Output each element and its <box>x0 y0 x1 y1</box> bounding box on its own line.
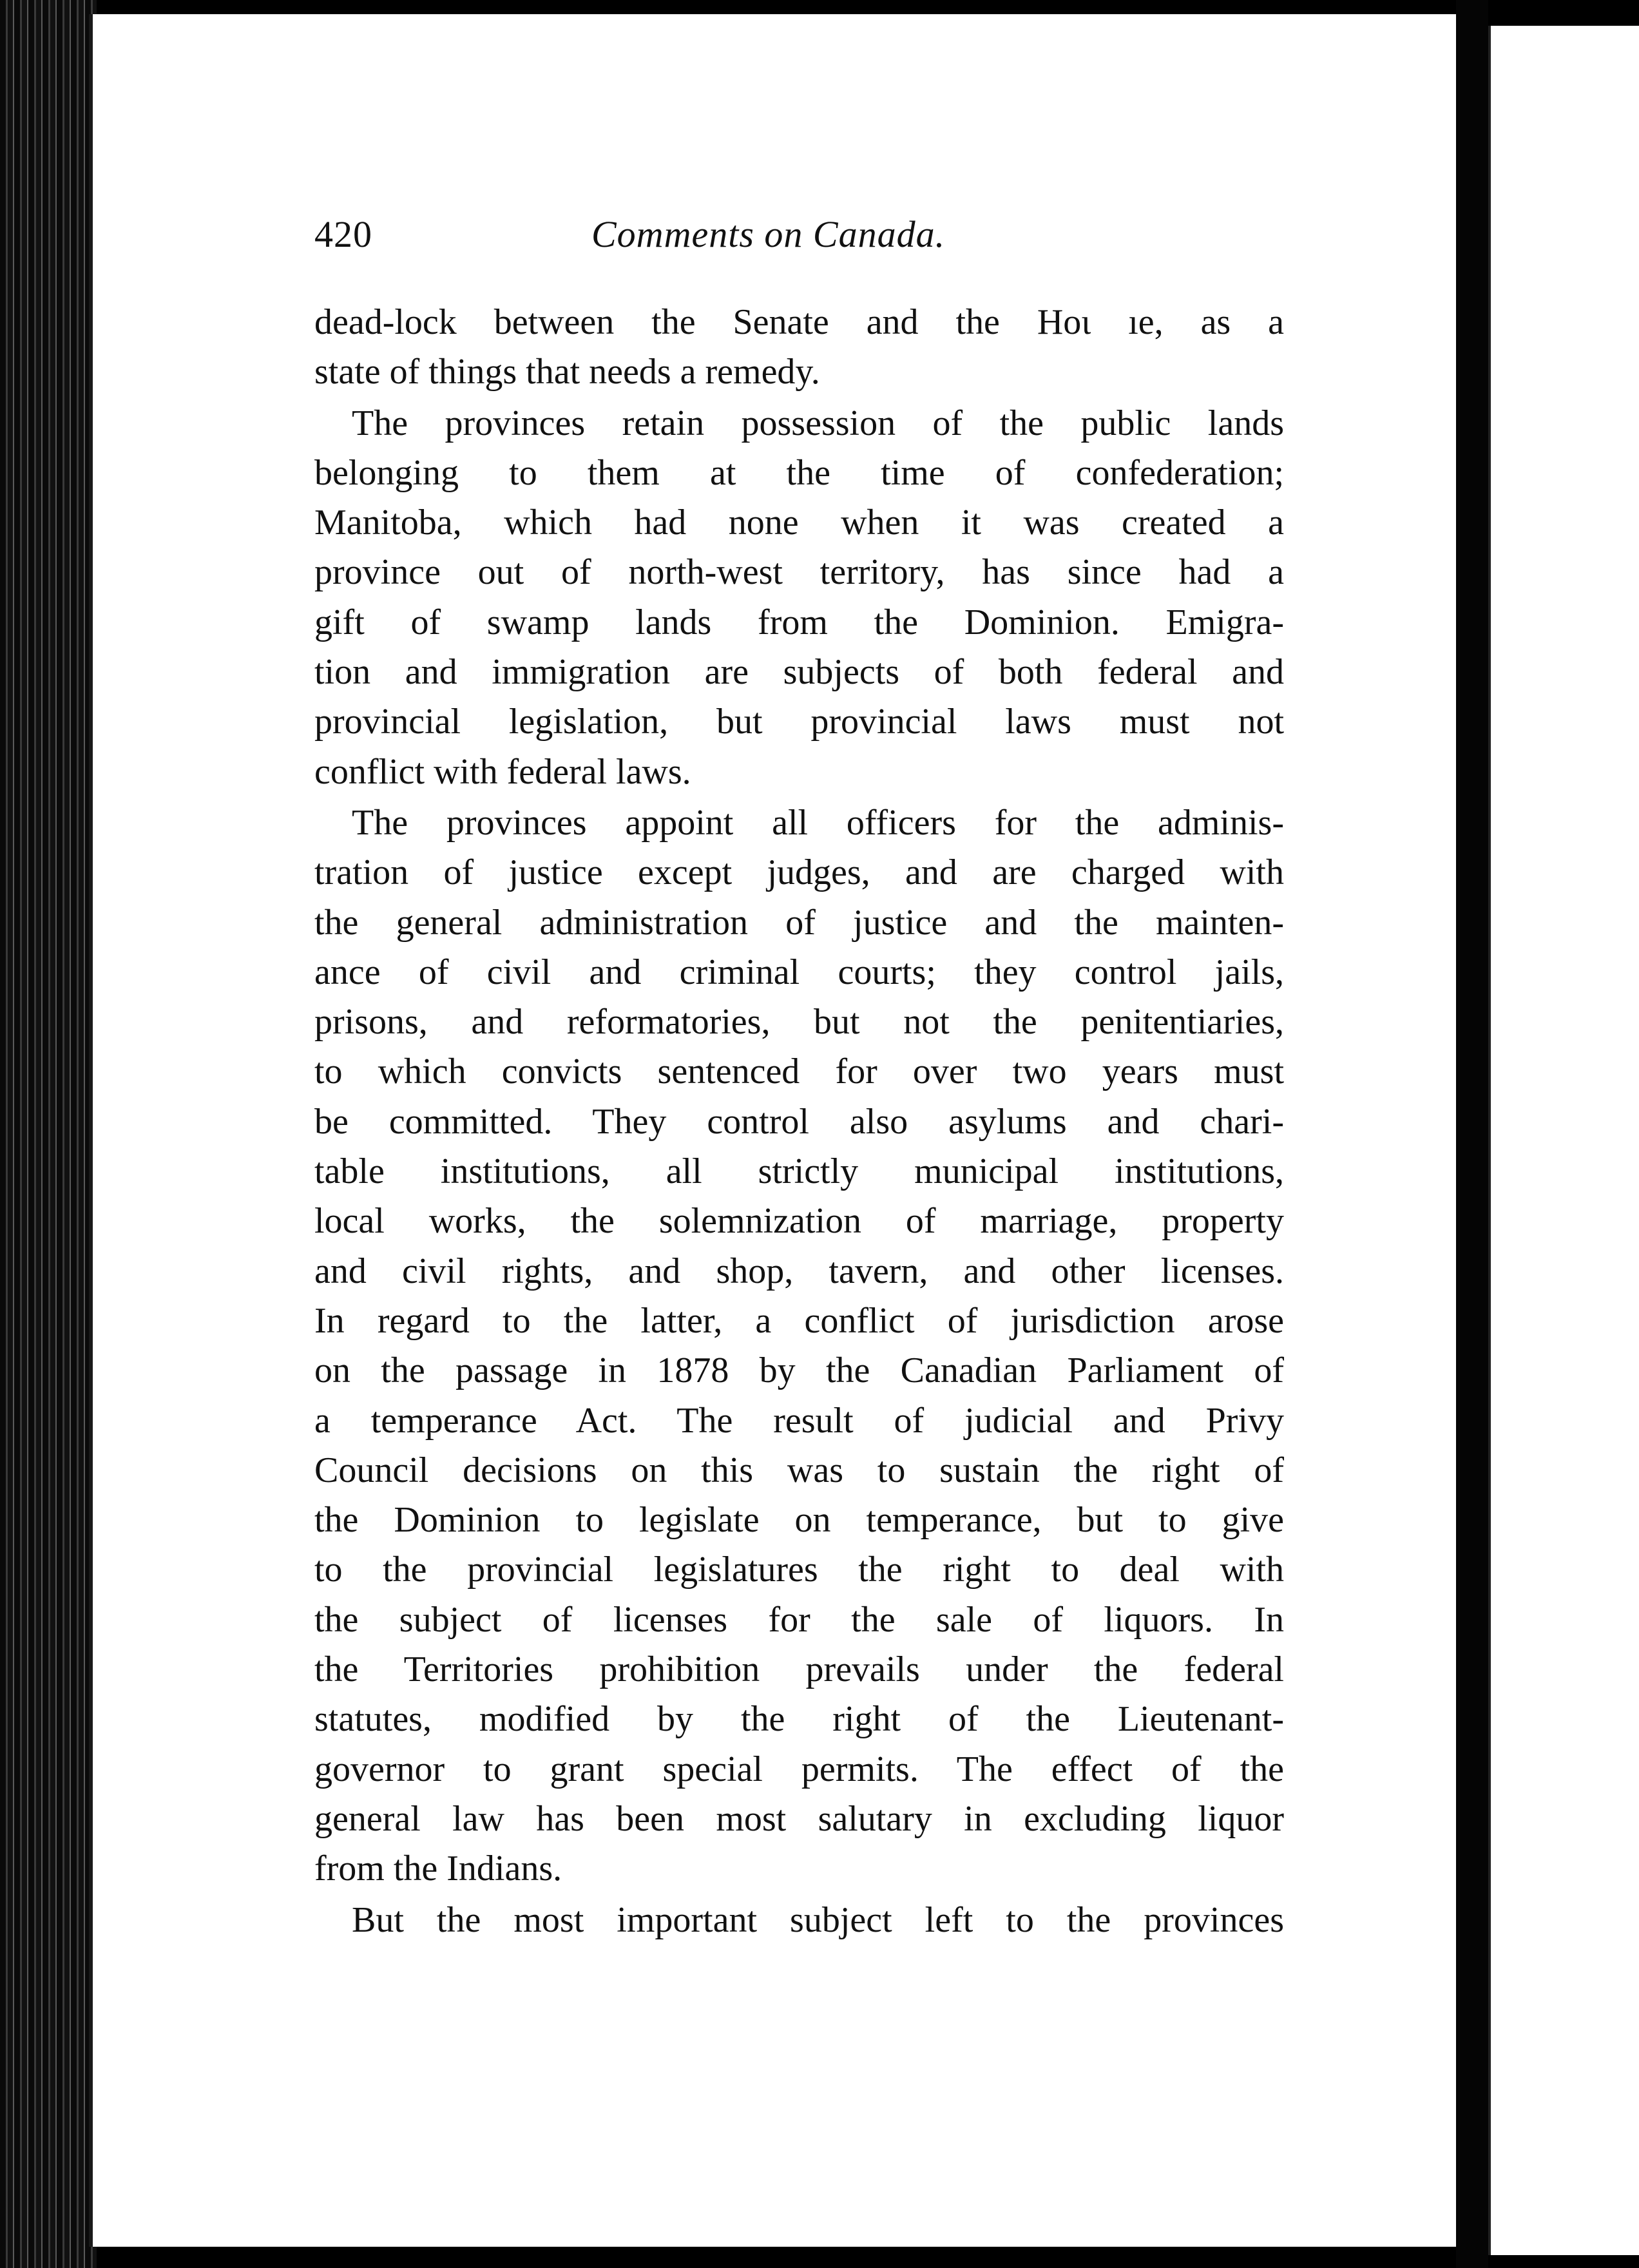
text-line: Council decisions on this was to sustain the right of <box>314 1450 1284 1490</box>
text-line: to the provincial legislatures the right to deal with <box>314 1550 1284 1590</box>
text-line: statutes, modified by the right of the Lieutenant- <box>314 1699 1284 1740</box>
text-line: the general administration of justice and the mainten- <box>314 902 1284 943</box>
paragraph <box>314 399 1284 797</box>
text-line: province out of north-west territory, has since had a <box>314 552 1284 593</box>
text-line: tion and immigration are subjects of both federal and <box>314 652 1284 693</box>
text-line: belonging to them at the time of confederation; <box>314 452 1284 493</box>
paragraph <box>314 798 1284 1894</box>
text-line: gift of swamp lands from the Dominion. Emigra- <box>314 602 1284 642</box>
text-line: In regard to the latter, a conflict of jurisdiction arose <box>314 1300 1284 1341</box>
text-line: and civil rights, and shop, tavern, and other licenses. <box>314 1251 1284 1291</box>
text-line: tration of justice except judges, and are charged with <box>314 852 1284 893</box>
text-line: prisons, and reformatories, but not the penitentiaries, <box>314 1002 1284 1043</box>
text-line: But the most important subject left to the provinces <box>352 1899 1284 1940</box>
text-line: to which convicts sentenced for over two years must <box>314 1052 1284 1092</box>
text-line: on the passage in 1878 by the Canadian Parliament of <box>314 1350 1284 1391</box>
text-line: the Dominion to legislate on temperance, but to give <box>314 1500 1284 1541</box>
text-line: the Territories prohibition prevails under the federal <box>314 1649 1284 1690</box>
text-line: The provinces retain possession of the public lands <box>352 403 1284 443</box>
text-line: The provinces appoint all officers for the adminis- <box>352 802 1284 843</box>
text-line: local works, the solemnization of marriage, property <box>314 1201 1284 1242</box>
text-line: governor to grant special permits. The effect of the <box>314 1749 1284 1789</box>
text-line: from the Indians. <box>314 1849 562 1889</box>
text-line: be committed. They control also asylums and chari- <box>314 1101 1284 1142</box>
text-line: provincial legislation, but provincial laws must not <box>314 702 1284 742</box>
text-line: state of things that needs a remedy. <box>314 352 820 392</box>
text-line: a temperance Act. The result of judicial and Privy <box>314 1400 1284 1441</box>
paragraph <box>314 298 1284 398</box>
running-head <box>314 213 1281 271</box>
text-line: the subject of licenses for the sale of liquors. In <box>314 1599 1284 1640</box>
text-line: dead-lock between the Senate and the Hoι ıe, as a <box>314 302 1284 342</box>
text-line: conflict with federal laws. <box>314 751 691 792</box>
running-title: Comments on Canada. <box>591 213 946 255</box>
text-line: Manitoba, which had none when it was created a <box>314 503 1284 543</box>
text-line: general law has been most salutary in excluding liquor <box>314 1798 1284 1839</box>
body-text <box>314 298 1284 1945</box>
page-fold-shadow <box>1456 0 1488 2268</box>
text-line: ance of civil and criminal courts; they control jails, <box>314 952 1284 992</box>
top-scan-edge <box>0 0 1639 14</box>
page-number: 420 <box>314 213 372 255</box>
book-binding-edge <box>0 0 97 2268</box>
facing-page-edge <box>1488 26 1639 2255</box>
text-line: table institutions, all strictly municipal institutions, <box>314 1151 1284 1192</box>
paragraph <box>314 1896 1284 1945</box>
